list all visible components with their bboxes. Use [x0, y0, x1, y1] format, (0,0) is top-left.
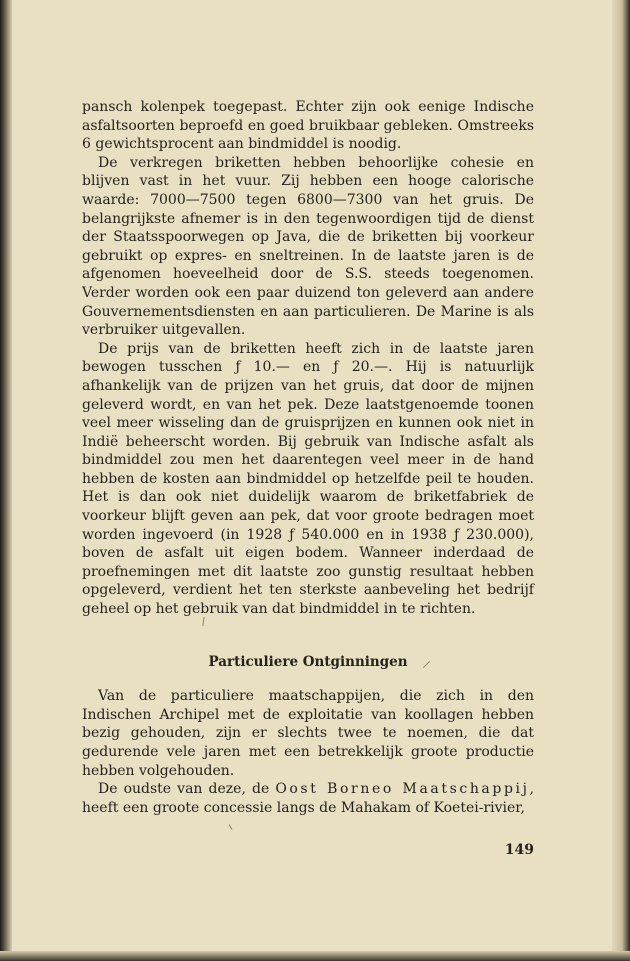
paragraph-briketten-cohesie: De verkregen briketten hebben behoorlijke cohesie en blijven vast in het vuur. Zij hebben een hooge calorische waarde: 7000—7500 tegen 6800—7300 van het gruis. De belangrijkste afnemer is in den tegenwoordigen tijd de dienst der Staatsspoorwegen op Java, die de briketten bij voorkeur gebruikt op expres- en sneltreinen. In de laatste jaren is de afgenomen hoeveelheid door de S.S. steeds toegenomen. Verder worden ook een paar duizend ton geleverd aan andere Gouvernementsdiensten en aan particulieren. De Marine is als verbruiker uitgevallen. [82, 154, 534, 339]
paper-speck [229, 824, 233, 830]
paragraph-oost-borneo-start: De oudste van deze, de [98, 781, 276, 798]
book-spine-shadow [0, 0, 12, 961]
page-right-edge [612, 0, 630, 961]
paragraph-briketten-prijs: De prijs van de briketten heeft zich in de laatste jaren bewogen tusschen ƒ 10.— en ƒ 20.—. Hij is natuurlijk afhankelijk van de prijzen van het gruis, dat door de mijnen geleverd wordt, en van het pek. Deze laatstgenoemde toonen veel meer wisseling dan de gruisprijzen en kunnen ook niet in Indië beheerscht worden. Bij gebruik van Indische asfalt als bindmiddel zou men het daarentegen veel meer in de hand hebben de kosten aan bindmiddel op hetzelfde peil te houden. Het is dan ook niet duidelijk waarom de briketfabriek de voorkeur blijft geven aan pek, dat voor groote bedragen moet worden ingevoerd (in 1928 ƒ 540.000 en in 1938 ƒ 230.000), boven de asfalt uit eigen bodem. Wanneer inderdaad de proefnemingen met dit laatste zoo gunstig resultaat hebben opgeleverd, verdient het ten sterkste aanbeveling het bedrijf geheel op het gebruik van dat bindmiddel in te richten. [82, 340, 534, 618]
company-name-spaced: Oost Borneo Maatschappij [275, 781, 530, 798]
paragraph-continuation: pansch kolenpek toegepast. Echter zijn ook eenige Indische asfaltsoorten beproefd en goed bruikbaar gebleken. Omstreeks 6 gewichtsprocent aan bindmiddel is noodig. [82, 99, 534, 153]
page-bottom-edge [0, 951, 630, 961]
paragraph-oost-borneo [82, 780, 534, 817]
section-heading: Particuliere Ontginningen [208, 653, 408, 670]
paragraph-oost-borneo-end: , heeft een groote concessie langs de Mahakam of Koetei-rivier, [82, 781, 534, 816]
page-number: 149 [504, 842, 534, 858]
body-text [82, 98, 534, 817]
paragraph-particuliere-maatschappijen: Van de particuliere maatschappijen, die zich in den Indischen Archipel met de exploitatie van koollagen hebben bezig gehouden, zijn er slechts twee te noemen, die dat gedurende vele jaren met een betrekkelijk groote productie hebben volgehouden. [82, 688, 534, 779]
